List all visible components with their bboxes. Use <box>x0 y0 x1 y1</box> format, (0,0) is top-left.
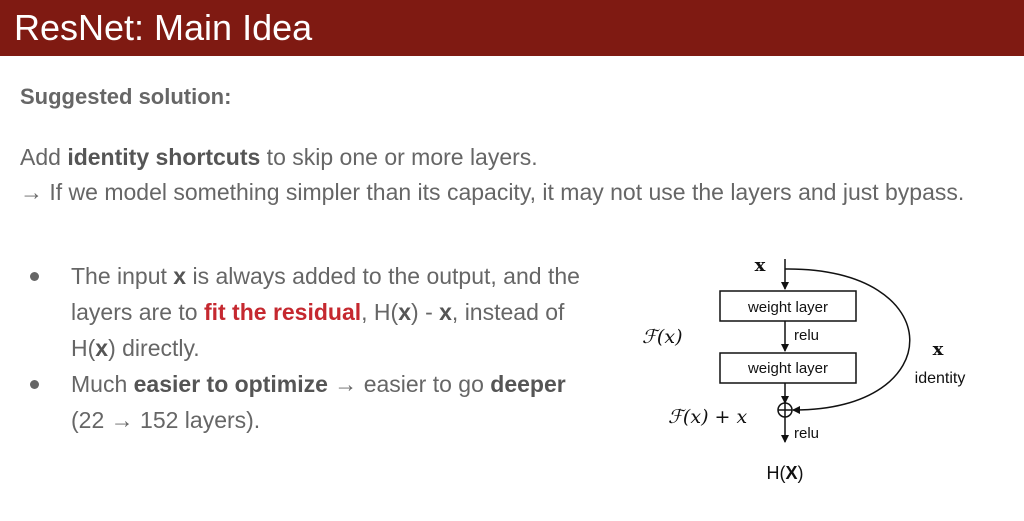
intro-text: to skip one or more layers. <box>260 144 538 170</box>
bullet-item: The input x is always added to the output, and the layers are to fit the residual, H(x) - x, instead of H(x) directly. <box>30 258 590 366</box>
bullet-dot-icon <box>30 380 39 389</box>
input-x-label: x <box>754 255 766 276</box>
bullet-dot-icon <box>30 272 39 281</box>
output-hx-label: H(X) <box>766 463 804 483</box>
slide-title: ResNet: Main Idea <box>14 7 313 48</box>
weight-layer-2-label: weight layer <box>747 360 829 377</box>
intro-paragraph <box>20 140 1010 210</box>
bullet-item: Much easier to optimize → easier to go deeper (22 → 152 layers). <box>30 366 590 438</box>
identity-label: identity <box>914 370 966 387</box>
identity-shortcuts-bold: identity shortcuts <box>67 144 261 170</box>
fx-label: ℱ(x) <box>642 326 683 348</box>
fit-the-residual-highlight: fit the residual <box>203 299 362 325</box>
relu-2-label: relu <box>794 425 820 442</box>
suggested-solution-heading: Suggested solution: <box>20 84 232 109</box>
fx-plus-x-label: ℱ(x) + x <box>668 406 748 428</box>
title-bar <box>0 0 1024 56</box>
weight-layer-1-label: weight layer <box>747 299 829 316</box>
bullet-list <box>30 258 590 438</box>
skip-x-label: x <box>932 339 944 360</box>
residual-block-diagram <box>620 245 990 490</box>
relu-1-label: relu <box>794 327 820 344</box>
intro-line-1 <box>20 140 1010 175</box>
intro-text: Add <box>20 144 68 170</box>
intro-line-2: → If we model something simpler than its capacity, it may not use the layers and just bypass. <box>20 179 965 205</box>
